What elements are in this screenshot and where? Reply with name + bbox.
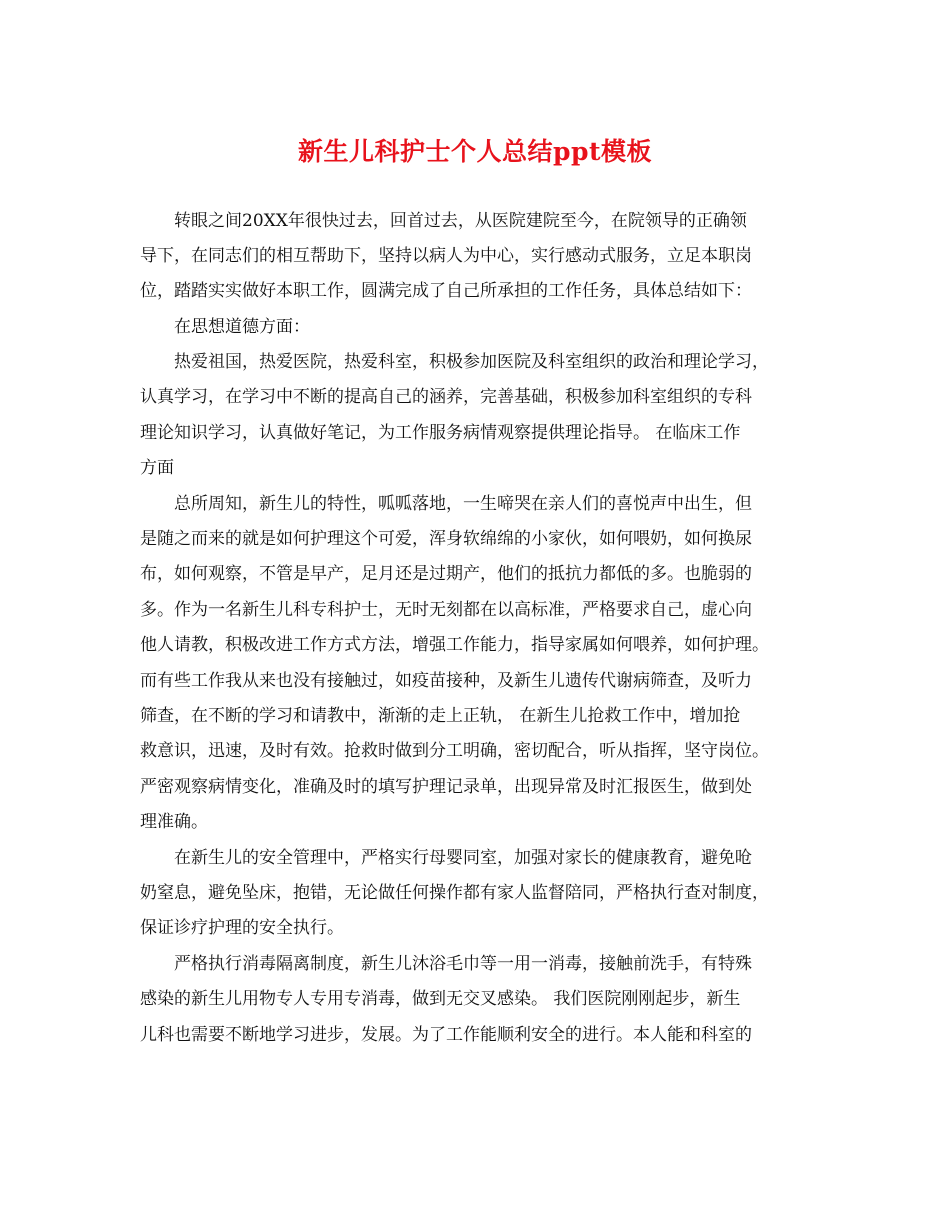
- paragraph-line: 奶窒息，避免坠床，抱错，无论做任何操作都有家人监督陪同，严格执行查对制度，: [140, 883, 769, 903]
- paragraph-line: 儿科也需要不断地学习进步，发展。为了工作能顺利安全的进行。本人能和科室的: [140, 1025, 752, 1045]
- paragraph-line: 布，如何观察，不管是早产，足月还是过期产，他们的抵抗力都低的多。也脆弱的: [140, 564, 752, 584]
- paragraph-line: 转眼之间20XX年很快过去，回首过去，从医院建院至今，在院领导的正确领: [174, 211, 747, 231]
- paragraph-line: 热爱祖国，热爱医院，热爱科室，积极参加医院及科室组织的政治和理论学习，: [174, 352, 769, 372]
- paragraph-line: 筛查，在不断的学习和请教中，渐渐的走上正轨， 在新生儿抢救工作中，增加抢: [140, 706, 741, 726]
- paragraph-line: 在新生儿的安全管理中，严格实行母婴同室，加强对家长的健康教育，避免呛: [174, 848, 752, 868]
- paragraph-line: 在思想道德方面：: [174, 317, 310, 337]
- paragraph-line: 感染的新生儿用物专人专用专消毒，做到无交叉感染。 我们医院刚刚起步，新生: [140, 989, 741, 1009]
- paragraph-line: 方面: [140, 458, 174, 478]
- paragraph-line: 理准确。: [140, 812, 208, 832]
- paragraph-line: 位，踏踏实实做好本职工作，圆满完成了自己所承担的工作任务，具体总结如下：: [140, 281, 752, 301]
- paragraph-line: 总所周知，新生儿的特性，呱呱落地，一生啼哭在亲人们的喜悦声中出生，但: [174, 494, 752, 514]
- paragraph-line: 是随之而来的就是如何护理这个可爱，浑身软绵绵的小家伙，如何喂奶，如何换尿: [140, 529, 752, 549]
- paragraph-line: 保证诊疗护理的安全执行。: [140, 918, 344, 938]
- paragraph-line: 严格执行消毒隔离制度，新生儿沐浴毛巾等一用一消毒，接触前洗手，有特殊: [174, 954, 752, 974]
- paragraph-line: 他人请教，积极改进工作方式方法，增强工作能力，指导家属如何喂养，如何护理。: [140, 635, 769, 655]
- paragraph-line: 多。作为一名新生儿科专科护士，无时无刻都在以高标准，严格要求自己，虚心向: [140, 600, 752, 620]
- paragraph-line: 救意识，迅速，及时有效。抢救时做到分工明确，密切配合，听从指挥，坚守岗位。: [140, 741, 769, 761]
- paragraph-line: 而有些工作我从来也没有接触过，如疫苗接种，及新生儿遗传代谢病筛查，及听力: [140, 671, 752, 691]
- document-title: 新生儿科护士个人总结ppt模板: [297, 137, 652, 166]
- paragraph-line: 认真学习，在学习中不断的提高自己的涵养，完善基础，积极参加科室组织的专科: [140, 387, 752, 407]
- paragraph-line: 理论知识学习，认真做好笔记，为工作服务病情观察提供理论指导。 在临床工作: [140, 423, 741, 443]
- paragraph-line: 严密观察病情变化，准确及时的填写护理记录单，出现异常及时汇报医生，做到处: [140, 777, 752, 797]
- paragraph-line: 导下，在同志们的相互帮助下，坚持以病人为中心，实行感动式服务，立足本职岗: [140, 246, 752, 266]
